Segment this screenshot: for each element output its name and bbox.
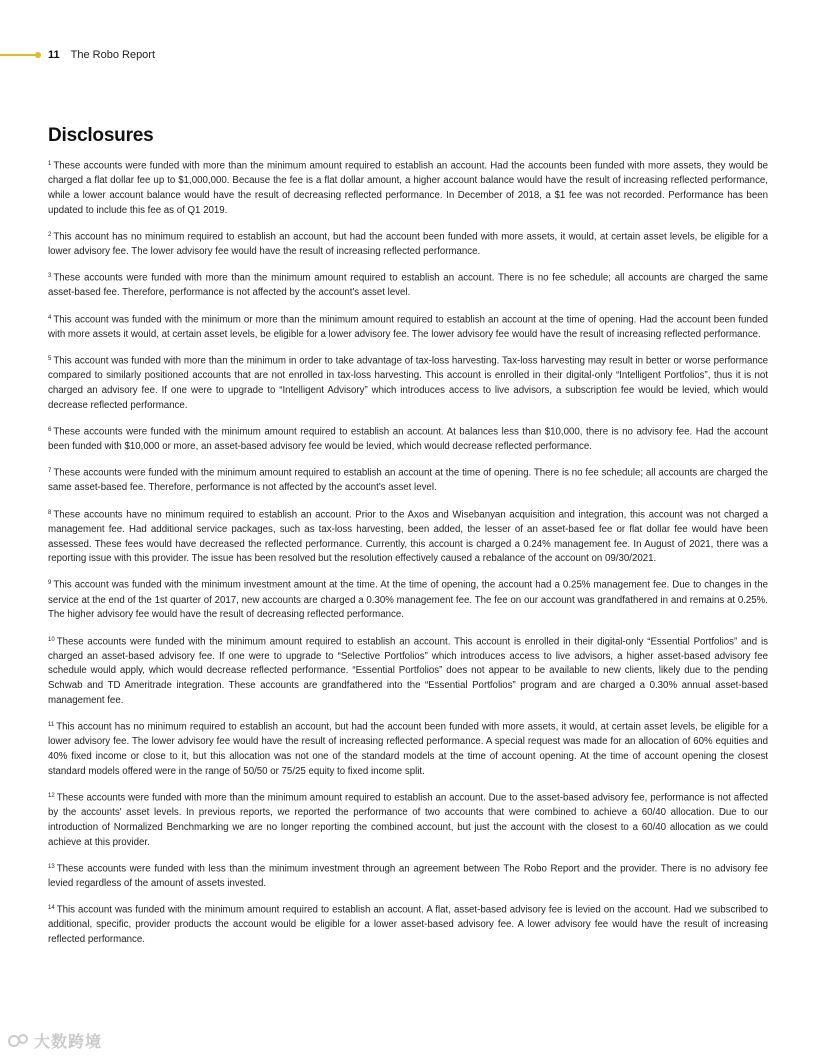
report-name: The Robo Report xyxy=(70,49,156,61)
accent-dot xyxy=(35,52,41,58)
disclosure-note xyxy=(48,576,768,623)
disclosure-note xyxy=(48,464,768,496)
disclosure-text: This account was funded with the minimum or more than the minimum amount required to establish an account at the time of opening. Had the account been funded with more assets it would, at certain asset levels, be eligible for a lower advisory fee. The lower advisory fee would have the result of increasing reflected performance. xyxy=(48,314,768,340)
disclosure-note xyxy=(48,311,768,343)
disclosure-text: These accounts were funded with more than the minimum amount required to establish an account. Had the accounts been funded with more assets, they would be charged a flat dollar fee up to $1,000,000. Because the fee is a flat dollar amount, a higher account balance would have the result of increasing reflected performance, while a lower account balance would have the result of decreasing reflected performance. In December of 2018, a $1 fee was not recorded. Performance has been updated to include this fee as of Q1 2019. xyxy=(48,160,768,216)
footnote-number: 2 xyxy=(48,231,52,238)
disclosure-note xyxy=(48,157,768,218)
disclosure-text: This account was funded with the minimum investment amount at the time. At the time of opening, the account had a 0.25% management fee. Due to changes in the service at the end of the 1st quarter of 2017, new accounts are charged a 0.30% management fee. The fee on our account was grandfathered in and remains at 0.25%. The higher advisory fee would have the result of decreasing reflected performance. xyxy=(48,579,768,621)
disclosure-note xyxy=(48,423,768,455)
footnote-number: 8 xyxy=(48,509,52,516)
footnote-number: 6 xyxy=(48,426,52,433)
disclosure-text: These accounts were funded with the minimum amount required to establish an account at the time of opening. There is no fee schedule; all accounts are charged the same asset-based fee. Therefore, performance is not affected by the account's asset level. xyxy=(48,467,768,494)
disclosure-note xyxy=(48,506,768,567)
watermark-logo-icon xyxy=(8,1032,30,1050)
disclosure-text: These accounts were funded with the minimum amount required to establish an account. At balances less than $10,000, there is no advisory fee. Had the account been funded with $10,000 or more, an asset-based advisory fee would be levied, which would decrease reflected performance. xyxy=(48,426,768,453)
disclosure-text: This account has no minimum required to establish an account, but had the account been funded with more assets, it would, at certain asset levels, be eligible for a lower advisory fee. The lower advisory fee would have the result of increasing reflected performance. A special request was made for an allocation of 60% equities and 40% fixed income or close to it, but this allocation was not one of the standard models at the time of account opening. At the time of account opening the closest standard models offered were in the range of 50/50 or 75/25 equity to fixed income split. xyxy=(48,721,768,777)
disclosure-text: This account was funded with more than the minimum in order to take advantage of tax-loss harvesting. Tax-loss harvesting may result in better or worse performance compared to similarly positioned accounts that are not enrolled in tax-loss harvesting. This account is enrolled in their digital-only “Intelligent Portfolios”, thus it is not charged an advisory fee. If one were to upgrade to “Intelligent Advisory” which introduces access to live advisors, a subscription fee would be levied, which would decrease reflected performance. xyxy=(48,355,768,411)
disclosure-text: These accounts have no minimum required to establish an account. Prior to the Axos and Wisebanyan acquisition and integration, this account was not charged a management fee. Had additional service packages, such as tax-loss harvesting, been added, the lesser of an asset-based fee or flat dollar fee would have been assessed. These fees would have decreased the reflected performance. Currently, this account is charged a 0.24% management fee. In August of 2021, there was a reporting issue with this provider. The issue has been resolved but the resolution effectively caused a rebalance of the account on 09/30/2021. xyxy=(48,509,768,565)
disclosure-note xyxy=(48,269,768,301)
disclosure-text: These accounts were funded with more than the minimum amount required to establish an account. There is no fee schedule; all accounts are charged the same asset-based fee. Therefore, performance is not affected by the account's asset level. xyxy=(48,272,768,299)
footnote-number: 1 xyxy=(48,161,52,167)
page-title: Disclosures xyxy=(48,125,154,146)
footnote-number: 11 xyxy=(48,722,55,729)
disclosure-text: These accounts were funded with more than the minimum amount required to establish an account. Due to the asset-based advisory fee, performance is not affected by the accounts' asset levels. In previous reports, we reported the performance of two accounts that were combined to achieve a 60/40 allocation. Due to our introduction of Normalized Benchmarking we are no longer reporting the combined account, but just the account with the closest to a 60/40 allocation as we could achieve at this provider. xyxy=(48,792,768,848)
footnote-number: 3 xyxy=(48,273,52,280)
disclosure-note xyxy=(48,633,768,709)
watermark-text: 大数跨境 xyxy=(34,1034,103,1051)
disclosure-text: These accounts were funded with less than the minimum investment through an agreement between The Robo Report and the provider. There is no advisory fee levied regardless of the amount of assets invested. xyxy=(48,863,768,889)
footnote-number: 5 xyxy=(48,356,52,363)
footnote-number: 4 xyxy=(48,314,52,321)
footnote-number: 13 xyxy=(48,863,55,870)
disclosure-note xyxy=(48,352,768,413)
footnote-number: 10 xyxy=(48,636,55,643)
disclosure-note xyxy=(48,789,768,850)
footnote-number: 9 xyxy=(48,580,52,587)
disclosure-note xyxy=(48,228,768,260)
disclosure-note xyxy=(48,718,768,779)
watermark xyxy=(8,1029,102,1052)
disclosure-note xyxy=(48,860,768,892)
disclosure-text: This account has no minimum required to establish an account, but had the account been funded with more assets, it would, at certain asset levels, be eligible for a lower advisory fee. The lower advisory fee would have the result of increasing reflected performance. xyxy=(48,231,768,258)
disclosure-text: This account was funded with the minimum amount required to establish an account. A flat, asset-based advisory fee is levied on the account. Had we subscribed to additional, specific, provider products the account would be eligible for a lower asset-based advisory fee. A lower advisory fee would have the result of increasing reflected performance. xyxy=(48,904,768,946)
disclosures-list xyxy=(48,157,768,957)
footnote-number: 12 xyxy=(48,792,55,799)
page-header xyxy=(0,47,155,63)
footnote-number: 7 xyxy=(48,468,52,475)
page-number: 11 xyxy=(48,49,60,61)
accent-line xyxy=(0,54,36,56)
disclosure-note xyxy=(48,901,768,948)
footnote-number: 14 xyxy=(48,905,55,912)
disclosure-text: These accounts were funded with the minimum amount required to establish an account. This account is enrolled in their digital-only “Essential Portfolios” and is charged an asset-based advisory fee. If one were to upgrade to “Selective Portfolios” which introduces access to live advisors, a higher asset-based advisory fee schedule would apply, which would decrease reflected performance. “Essential Portfolios” does not appear to be available to new clients, likely due to the pending Schwab and TD Ameritrade integration. These accounts are grandfathered into the “Essential Portfolios” program and are charged a 0.30% annual asset-based management fee. xyxy=(48,636,768,706)
